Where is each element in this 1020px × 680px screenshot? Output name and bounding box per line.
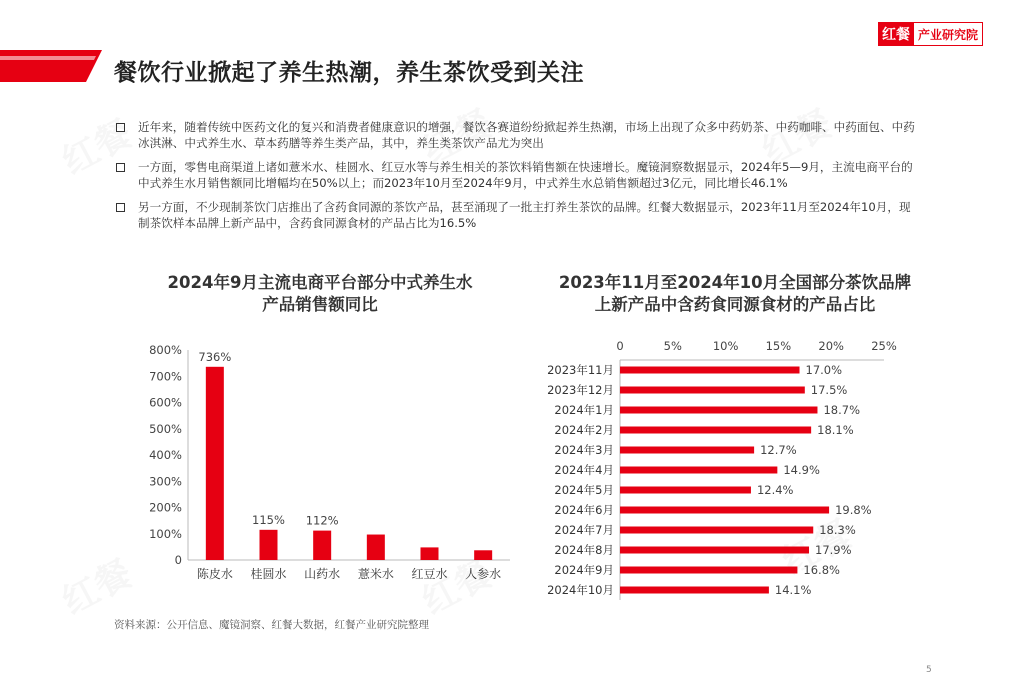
bar [620, 367, 800, 374]
y-tick-label: 2024年6月 [554, 503, 614, 517]
bar [474, 550, 492, 560]
data-label: 18.3% [819, 523, 856, 537]
bar [620, 387, 805, 394]
x-tick-label: 薏米水 [357, 567, 394, 581]
logo [878, 22, 983, 46]
square-bullet-icon [116, 123, 125, 132]
bar [313, 531, 331, 560]
y-tick-label: 200% [149, 500, 182, 515]
watermark [52, 546, 140, 625]
logo-mark: 红餐 [878, 22, 914, 46]
data-label: 12.7% [760, 443, 797, 457]
x-tick-label: 10% [712, 339, 739, 353]
bullet-item [114, 200, 922, 231]
y-tick-label: 700% [149, 369, 182, 384]
right-chart-title [520, 272, 950, 316]
data-label: 18.7% [823, 403, 861, 417]
right-chart-title-line1: 2023年11月至2024年10月全国部分茶饮品牌 [558, 273, 912, 292]
right-bar-chart [520, 330, 920, 605]
x-tick-label: 红豆水 [411, 567, 448, 581]
data-label: 12.4% [756, 483, 794, 497]
data-label: 18.1% [817, 423, 854, 437]
left-chart-title [130, 272, 510, 316]
bar [206, 367, 224, 560]
y-tick-label: 2024年5月 [554, 483, 614, 497]
y-tick-label: 2024年8月 [554, 543, 614, 557]
bar [620, 527, 813, 534]
y-tick-label: 100% [149, 526, 182, 541]
bullet-text: 另一方面，不少现制茶饮门店推出了含药食同源的茶饮产品，甚至涌现了一批主打养生茶饮的品牌。红餐大数据显示，2023年11月至2024年10月，现制茶饮样本品牌上新产品中，含药食同源食材的产品占比为16.5% [138, 200, 911, 230]
bar [620, 507, 829, 514]
left-chart-title-line2: 产品销售额同比 [262, 295, 378, 314]
page-title: 餐饮行业掀起了养生热潮，养生茶饮受到关注 [114, 60, 584, 86]
bar [620, 467, 777, 474]
data-label: 14.9% [783, 463, 820, 477]
bar [620, 487, 751, 494]
source-note: 资料来源：公开信息、魔镜洞察、红餐大数据，红餐产业研究院整理 [114, 619, 429, 631]
left-bar-chart [130, 335, 520, 595]
page-number: 5 [926, 665, 932, 675]
y-tick-label: 2024年2月 [554, 423, 614, 437]
data-label: 16.8% [803, 563, 840, 577]
bar [620, 547, 809, 554]
bar [367, 535, 385, 560]
x-tick-label: 山药水 [304, 567, 341, 581]
y-tick-label: 2023年11月 [547, 363, 614, 377]
x-tick-label: 0 [616, 339, 624, 353]
y-tick-label: 600% [149, 395, 182, 410]
bar [260, 530, 278, 560]
left-chart-title-line1: 2024年9月主流电商平台部分中式养生水 [167, 273, 473, 292]
square-bullet-icon [116, 163, 125, 172]
y-tick-label: 2024年3月 [554, 443, 614, 457]
data-label: 19.8% [835, 503, 872, 517]
y-tick-label: 2024年10月 [547, 583, 614, 597]
title-accent-bar [0, 50, 102, 82]
data-label: 17.5% [810, 383, 848, 397]
bar [620, 447, 754, 454]
bar [620, 567, 797, 574]
y-tick-label: 0 [174, 553, 182, 567]
y-tick-label: 2024年9月 [554, 563, 614, 577]
y-tick-label: 500% [149, 421, 182, 436]
data-label: 112% [305, 513, 339, 528]
square-bullet-icon [116, 203, 125, 212]
x-tick-label: 陈皮水 [196, 567, 233, 581]
bar [620, 587, 769, 594]
y-tick-label: 300% [149, 474, 182, 489]
bar [620, 427, 811, 434]
data-label: 14.1% [774, 583, 812, 597]
y-tick-label: 800% [149, 343, 182, 357]
x-tick-label: 桂圆水 [250, 567, 287, 581]
bullet-item [114, 160, 922, 191]
y-tick-label: 2024年7月 [554, 523, 614, 537]
bullet-text: 一方面，零售电商渠道上诸如薏米水、桂圆水、红豆水等与养生相关的茶饮料销售额在快速增长。魔镜洞察数据显示，2024年5—9月，主流电商平台的中式养生水月销售额同比增幅均在50%以上；而2023年10月至2024年9月，中式养生水总销售额超过3亿元，同比增长46.1% [138, 160, 913, 190]
x-tick-label: 25% [871, 339, 897, 353]
data-label: 17.9% [815, 543, 852, 557]
bullet-list [114, 120, 922, 240]
data-label: 736% [198, 349, 232, 364]
data-label: 115% [252, 512, 285, 527]
x-tick-label: 20% [818, 339, 844, 353]
bar [620, 407, 817, 414]
data-label: 17.0% [805, 363, 843, 377]
bullet-item [114, 120, 922, 151]
x-tick-label: 人参水 [465, 567, 502, 581]
right-chart-title-line2: 上新产品中含药食同源食材的产品占比 [594, 295, 876, 314]
x-tick-label: 5% [663, 339, 682, 353]
x-tick-label: 15% [765, 339, 792, 353]
y-tick-label: 2023年12月 [547, 383, 614, 397]
bar [421, 547, 439, 560]
bullet-text: 近年来，随着传统中医药文化的复兴和消费者健康意识的增强，餐饮各赛道纷纷掀起养生热潮，市场上出现了众多中药奶茶、中药咖啡、中药面包、中药冰淇淋、中式养生水、草本药膳等养生类产品，其中，养生类茶饮产品尤为突出 [138, 120, 915, 150]
y-tick-label: 2024年4月 [554, 463, 614, 477]
y-tick-label: 2024年1月 [554, 403, 614, 417]
logo-text: 产业研究院 [914, 22, 983, 46]
y-tick-label: 400% [149, 448, 182, 462]
